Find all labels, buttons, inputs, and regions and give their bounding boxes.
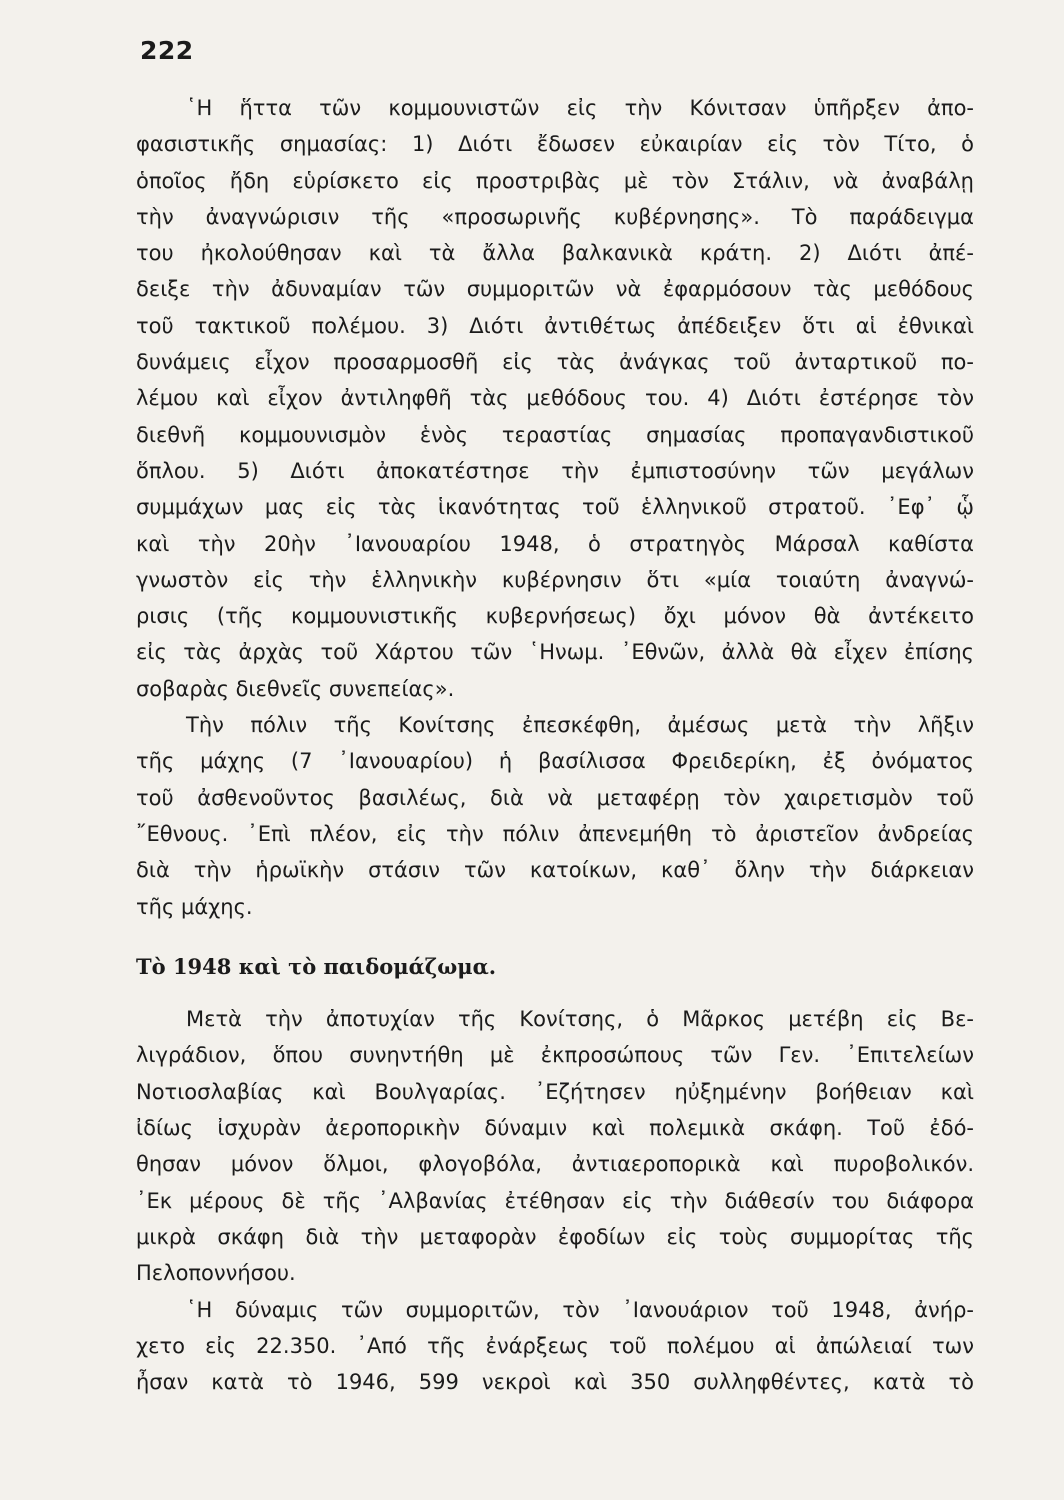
- text-line: ρισις (τῆς κομμουνιστικῆς κυβερνήσεως) ὄχι μόνον θὰ ἀντέκειτο: [136, 604, 974, 629]
- text-line: καὶ τὴν 20ὴν ᾿Ιανουαρίου 1948, ὁ στρατηγὸς Μάρσαλ καθίστα: [136, 531, 974, 556]
- text-line: δειξε τὴν ἀδυναμίαν τῶν συμμοριτῶν νὰ ἐφαρμόσουν τὰς μεθόδους: [136, 277, 974, 302]
- text-line: Νοτιοσλαβίας καὶ Βουλγαρίας. ᾿Εζήτησεν ηὐξημένην βοήθειαν καὶ: [136, 1079, 974, 1104]
- text-line: χετο εἰς 22.350. ᾿Από τῆς ἐνάρξεως τοῦ πολέμου αἱ ἀπώλειαί των: [136, 1333, 974, 1358]
- paragraph: [136, 90, 974, 707]
- text-line: ῾Η δύναμις τῶν συμμοριτῶν, τὸν ᾿Ιανουάριον τοῦ 1948, ἀνήρ-: [186, 1297, 974, 1322]
- text-line: γνωστὸν εἰς τὴν ἑλληνικὴν κυβέρνησιν ὅτι «μία τοιαύτη ἀναγνώ-: [136, 567, 974, 592]
- text-line: θησαν μόνον ὅλμοι, φλογοβόλα, ἀντιαεροπορικὰ καὶ πυροβολικόν.: [136, 1152, 974, 1177]
- text-line: ῾Η ἥττα τῶν κομμουνιστῶν εἰς τὴν Κόνιτσαν ὑπῆρξεν ἀπο-: [186, 96, 974, 120]
- text-line: λιγράδιον, ὅπου συνηντήθη μὲ ἐκπροσώπους τῶν Γεν. ᾿Επιτελείων: [136, 1043, 974, 1068]
- text-line: Πελοποννήσου.: [136, 1261, 296, 1286]
- text-line: τὴν ἀναγνώρισιν τῆς «προσωρινῆς κυβέρνησης». Τὸ παράδειγμα: [136, 204, 974, 229]
- text-line: σοβαρὰς διεθνεῖς συνεπείας».: [136, 676, 455, 701]
- page-body: [136, 90, 974, 1400]
- text-line: Τὴν πόλιν τῆς Κονίτσης ἐπεσκέφθη, ἀμέσως μετὰ τὴν λῆξιν: [186, 713, 974, 738]
- paragraph: [136, 707, 974, 925]
- text-line: διεθνῆ κομμουνισμὸν ἑνὸς τεραστίας σημασίας προπαγανδιστικοῦ: [136, 422, 974, 447]
- text-line: ᾿Εκ μέρους δὲ τῆς ᾿Αλβανίας ἐτέθησαν εἰς τὴν διάθεσίν του διάφορα: [136, 1188, 974, 1213]
- text-line: εἰς τὰς ἀρχὰς τοῦ Χάρτου τῶν ῾Ηνωμ. ᾿Εθνῶν, ἀλλὰ θὰ εἶχεν ἐπίσης: [136, 640, 974, 665]
- text-line: τῆς μάχης (7 ᾿Ιανουαρίου) ἡ βασίλισσα Φρειδερίκη, ἐξ ὀνόματος: [136, 749, 974, 774]
- text-line: του ἠκολούθησαν καὶ τὰ ἄλλα βαλκανικὰ κράτη. 2) Διότι ἀπέ-: [136, 241, 974, 266]
- page-number: 222: [140, 36, 194, 65]
- text-line: δυνάμεις εἶχον προσαρμοσθῆ εἰς τὰς ἀνάγκας τοῦ ἀνταρτικοῦ πο-: [136, 350, 974, 375]
- text-line: λέμου καὶ εἶχον ἀντιληφθῆ τὰς μεθόδους του. 4) Διότι ἐστέρησε τὸν: [136, 386, 974, 411]
- text-line: ἰδίως ἰσχυρὰν ἀεροπορικὴν δύναμιν καὶ πολεμικὰ σκάφη. Τοῦ ἐδό-: [136, 1116, 974, 1141]
- text-line: Μετὰ τὴν ἀποτυχίαν τῆς Κονίτσης, ὁ Μᾶρκος μετέβη εἰς Βε-: [186, 1007, 974, 1032]
- paragraph: [136, 1292, 974, 1401]
- text-line: τοῦ ἀσθενοῦντος βασιλέως, διὰ νὰ μεταφέρῃ τὸν χαιρετισμὸν τοῦ: [136, 785, 974, 810]
- text-line: τῆς μάχης.: [136, 894, 253, 919]
- text-line: διὰ τὴν ἡρωϊκὴν στάσιν τῶν κατοίκων, καθ᾿ ὅλην τὴν διάρκειαν: [136, 858, 974, 883]
- text-line: ἦσαν κατὰ τὸ 1946, 599 νεκροὶ καὶ 350 συλληφθέντες, κατὰ τὸ: [136, 1370, 974, 1395]
- section-heading: Τὸ 1948 καὶ τὸ παιδομάζωμα.: [136, 953, 497, 979]
- text-line: μικρὰ σκάφη διὰ τὴν μεταφορὰν ἐφοδίων εἰς τοὺς συμμορίτας τῆς: [136, 1224, 974, 1249]
- text-line: συμμάχων μας εἰς τὰς ἱκανότητας τοῦ ἑλληνικοῦ στρατοῦ. ᾿Εφ᾿ ᾧ: [136, 495, 974, 520]
- text-line: φασιστικῆς σημασίας: 1) Διότι ἔδωσεν εὐκαιρίαν εἰς τὸν Τίτο, ὁ: [136, 132, 974, 157]
- text-line: τοῦ τακτικοῦ πολέμου. 3) Διότι ἀντιθέτως ἀπέδειξεν ὅτι αἱ ἐθνικαὶ: [136, 313, 974, 338]
- paragraph: [136, 1001, 974, 1291]
- text-line: ῎Εθνους. ᾿Επὶ πλέον, εἰς τὴν πόλιν ἀπενεμήθη τὸ ἀριστεῖον ἀνδρείας: [136, 821, 974, 846]
- text-line: ὁποῖος ἤδη εὑρίσκετο εἰς προστριβὰς μὲ τὸν Στάλιν, νὰ ἀναβάλῃ: [136, 168, 974, 193]
- text-line: ὅπλου. 5) Διότι ἀποκατέστησε τὴν ἐμπιστοσύνην τῶν μεγάλων: [136, 458, 974, 483]
